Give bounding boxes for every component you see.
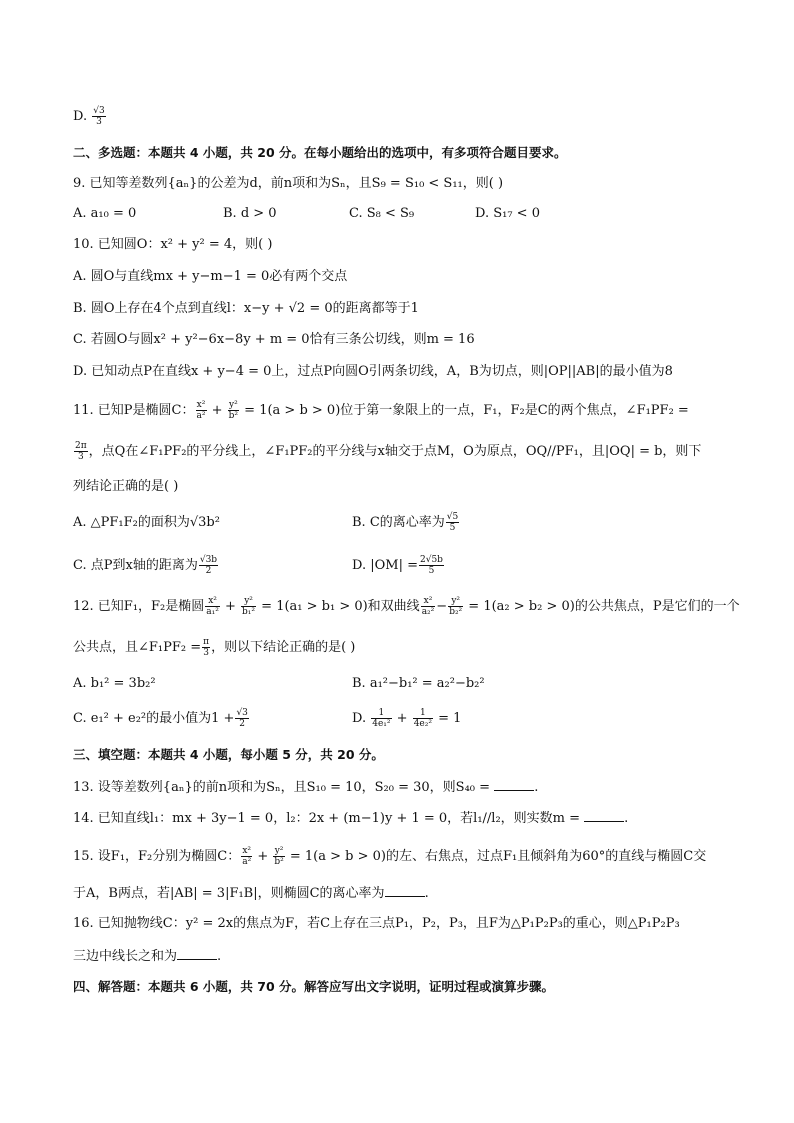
section-fill-in-heading: 三、填空题：本题共 4 小题，每小题 5 分，共 20 分。 <box>73 747 384 762</box>
question-11-line-3: 列结论正确的是( ) <box>73 479 179 494</box>
option-d: D. S₁₇ < 0 <box>475 206 540 221</box>
question-9-stem: 9. 已知等差数列{aₙ}的公差为d，前n项和为Sₙ，且S₉ = S₁₀ < S₁₁，则( ) <box>73 176 504 191</box>
question-16-line-2: 三边中线长之和为 . <box>73 945 221 968</box>
question-12-option-c: C. e₁² + e₂²的最小值为1 + $\frac{√3}{2}$ <box>73 708 248 729</box>
option-c: C. S₈ < S₉ <box>349 206 415 221</box>
question-12-line-2: 公共点，且∠F₁PF₂ = $\frac{\pi}{3}$ ，则以下结论正确的是( ) <box>73 637 356 658</box>
question-9-options <box>73 203 601 225</box>
question-11-line-2: $\frac{2\pi}{3}$ ，点Q在∠F₁PF₂的平分线上，∠F₁PF₂的平分线与x轴交于点M，O为原点，OQ//PF₁，且|OQ| = b，则下 <box>75 441 702 462</box>
q8-option-d: D. $\frac{√3}{3}$ <box>73 106 105 127</box>
question-11-option-c: C. 点P到x轴的距离为 $\frac{√3b}{2}$ <box>73 555 218 576</box>
fraction: $\frac{√3}{3}$ <box>93 106 105 127</box>
question-10-option-a: A. 圆O与直线mx + y−m−1 = 0必有两个交点 <box>73 269 348 284</box>
question-14: 14. 已知直线l₁：mx + 3y−1 = 0，l₂：2x + (m−1)y + 1 = 0，若l₁//l₂，则实数m = . <box>73 807 628 830</box>
question-11-option-d: D. |OM| = $\frac{2√5b}{5}$ <box>352 555 443 576</box>
answer-blank[interactable] <box>584 807 624 822</box>
question-10-option-d: D. 已知动点P在直线x + y−4 = 0上，过点P向圆O引两条切线，A，B为切点，则|OP||AB|的最小值为8 <box>73 364 673 379</box>
question-12-option-a: A. b₁² = 3b₂² <box>73 676 156 691</box>
section-free-response-heading: 四、解答题：本题共 6 小题，共 70 分。解答应写出文字说明，证明过程或演算步骤。 <box>73 979 555 994</box>
question-12-line-1: 12. 已知F₁，F₂是椭圆 $\frac{\text{x²}}{\text{a₁²}}$ + $\frac{\text{y²}}{\text{b₁²}}$ = 1(a₁ > b₁ > 0)和双曲线 $\frac{\text{x²}}{\text{a₂²}}$ − $\frac{\text{y²}}{\text{b₂²}}$ = 1(a₂ > b₂ > 0)的公共焦点，P是它们的一个 <box>73 596 740 617</box>
option-b: B. d > 0 <box>223 206 277 221</box>
question-11-option-b: B. C的离心率为 $\frac{√5}{5}$ <box>352 512 459 533</box>
question-12-option-d: D. $\frac{1}{\text{4e₁²}}$ + $\frac{1}{\text{4e₂²}}$ = 1 <box>352 708 462 729</box>
question-11-line-1: 11. 已知P是椭圆C： $\frac{\text{x²}}{\text{a²}}$ + $\frac{\text{y²}}{\text{b²}}$ = 1(a > b > 0)位于第一象限上的一点，F₁，F₂是C的两个焦点，∠F₁PF₂ = <box>73 400 689 421</box>
question-10-option-b: B. 圆O上存在4个点到直线l：x−y + √2 = 0的距离都等于1 <box>73 301 419 316</box>
question-13: 13. 设等差数列{aₙ}的前n项和为Sₙ，且S₁₀ = 10，S₂₀ = 30，则S₄₀ = . <box>73 776 538 799</box>
answer-blank[interactable] <box>385 882 425 897</box>
question-15-line-2: 于A，B两点，若|AB| = 3|F₁B|，则椭圆C的离心率为 . <box>73 882 429 905</box>
question-10-stem: 10. 已知圆O：x² + y² = 4，则( ) <box>73 237 273 252</box>
section-multiple-choice-heading: 二、多选题：本题共 4 小题，共 20 分。在每小题给出的选项中，有多项符合题目要求。 <box>73 145 567 160</box>
option-a: A. a₁₀ = 0 <box>73 206 137 221</box>
question-12-option-b: B. a₁²−b₁² = a₂²−b₂² <box>352 676 485 691</box>
question-15-line-1: 15. 设F₁，F₂分别为椭圆C： $\frac{\text{x²}}{\text{a²}}$ + $\frac{\text{y²}}{\text{b²}}$ = 1(a > b > 0)的左、右焦点，过点F₁且倾斜角为60°的直线与椭圆C交 <box>73 846 707 867</box>
answer-blank[interactable] <box>177 945 217 960</box>
question-10-option-c: C. 若圆O与圆x² + y²−6x−8y + m = 0恰有三条公切线，则m = 16 <box>73 332 475 347</box>
answer-blank[interactable] <box>494 776 534 791</box>
question-11-option-a: A. △PF₁F₂的面积为√3b² <box>73 515 220 530</box>
question-16-line-1: 16. 已知抛物线C：y² = 2x的焦点为F，若C上存在三点P₁，P₂，P₃，且F为△P₁P₂P₃的重心，则△P₁P₂P₃ <box>73 916 680 931</box>
